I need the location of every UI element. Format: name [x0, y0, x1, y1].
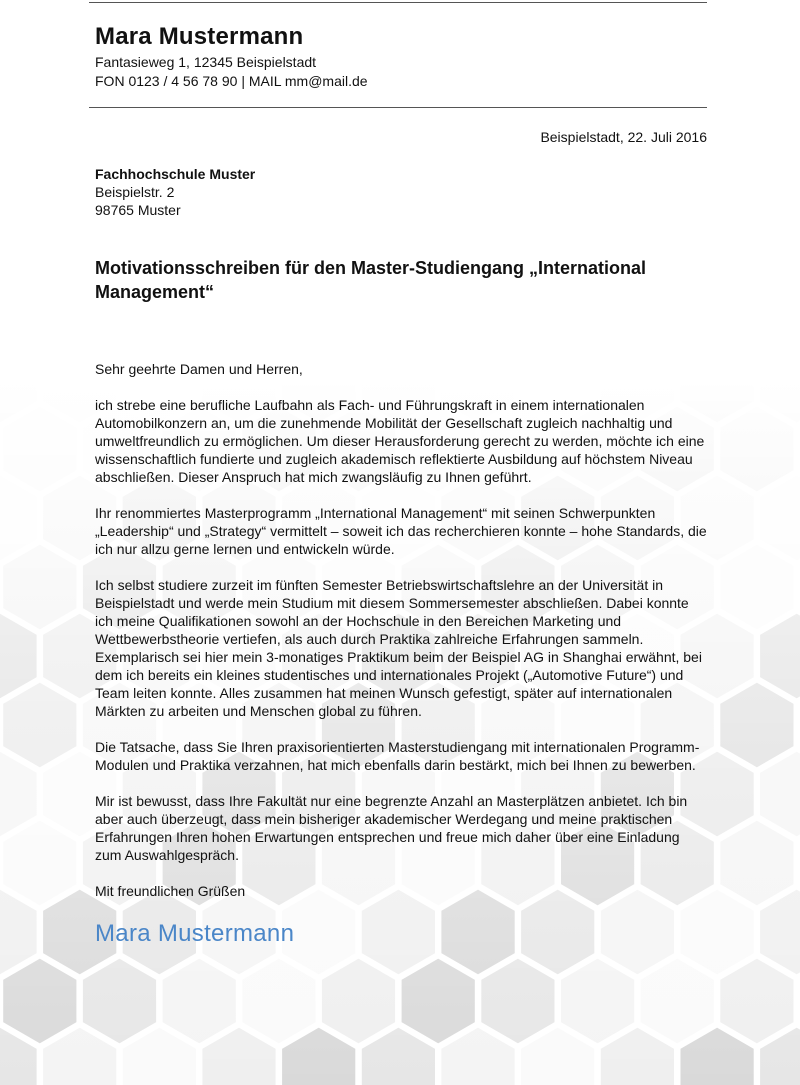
letter-date: Beispielstadt, 22. Juli 2016	[540, 129, 707, 145]
header-top-rule	[89, 2, 707, 3]
body-paragraph: ich strebe eine berufliche Laufbahn als Fach- und Führungskraft in einem internationalen Automobilkonzern an, um die zunehmende Mobilität der Gesellschaft zugleich nachhaltig und umweltfreundlich zu ermöglichen. Um dieser Herausforderung gerecht zu werden, möchte ich eine wissenschaftlich fundierte und zugleich akademisch reflektierte Ausbildung auf höchstem Niveau abschließen. Dieser Anspruch hat mich zwangsläufig zu Ihnen geführt.	[95, 397, 705, 485]
recipient-street: Beispielstr. 2	[95, 184, 175, 200]
body-paragraph: Ihr renommiertes Masterprogramm „International Management“ mit seinen Schwerpunkten „Leadership“ und „Strategy“ vermittelt – soweit ich das recherchieren konnte – hohe Standards, die ich nur allzu gerne lernen und entwickeln würde.	[95, 505, 707, 557]
signature: Mara Mustermann	[95, 920, 295, 947]
letter-body	[95, 360, 707, 918]
letter-subject: Motivationsschreiben für den Master-Studiengang „International Management“	[95, 258, 647, 302]
salutation: Sehr geehrte Damen und Herren,	[95, 361, 303, 377]
body-paragraph: Mir ist bewusst, dass Ihre Fakultät nur eine begrenzte Anzahl an Masterplätzen anbietet. Ich bin aber auch überzeugt, dass mein bisheriger akademischer Werdegang und meine praktischen Erfahrungen Ihren hohen Erwartungen entsprechen und freue mich daher über eine Einladung zum Auswahlgespräch.	[95, 793, 688, 863]
recipient-block	[95, 165, 255, 219]
letter-page	[95, 0, 707, 1085]
body-paragraph: Die Tatsache, dass Sie Ihren praxisorientierten Masterstudiengang mit internationalen Programm-Modulen und Praktika verzahnen, hat mich ebenfalls darin bestärkt, mich bei Ihnen zu bewerben.	[95, 739, 700, 773]
sender-address: Fantasieweg 1, 12345 Beispielstadt	[95, 54, 317, 70]
body-paragraph: Ich selbst studiere zurzeit im fünften Semester Betriebswirtschaftslehre an der Universität in Beispielstadt und werde mein Studium mit diesem Sommersemester abschließen. Dabei konnte ich meine Qualifikationen sowohl an der Hochschule in den Bereichen Marketing und Wettbewerbstheorie vertiefen, als auch durch Praktika zahlreiche Erfahrungen sammeln. Exemplarisch sei hier mein 3-monatiges Praktikum beim der Beispiel AG in Shanghai erwähnt, bei dem ich bereits ein kleines studentisches und internationales Projekt („Automotive Future“) und Team leiten konnte. Alles zusammen hat meinen Wunsch gefestigt, später auf internationalen Märkten zu arbeiten und Menschen global zu führen.	[95, 577, 702, 719]
header-bottom-rule	[89, 107, 707, 108]
sender-name: Mara Mustermann	[95, 23, 304, 50]
recipient-city: 98765 Muster	[95, 202, 181, 218]
sender-contact: FON 0123 / 4 56 78 90 | MAIL mm@mail.de	[95, 73, 368, 89]
closing: Mit freundlichen Grüßen	[95, 883, 246, 899]
recipient-organization: Fachhochschule Muster	[95, 166, 256, 182]
